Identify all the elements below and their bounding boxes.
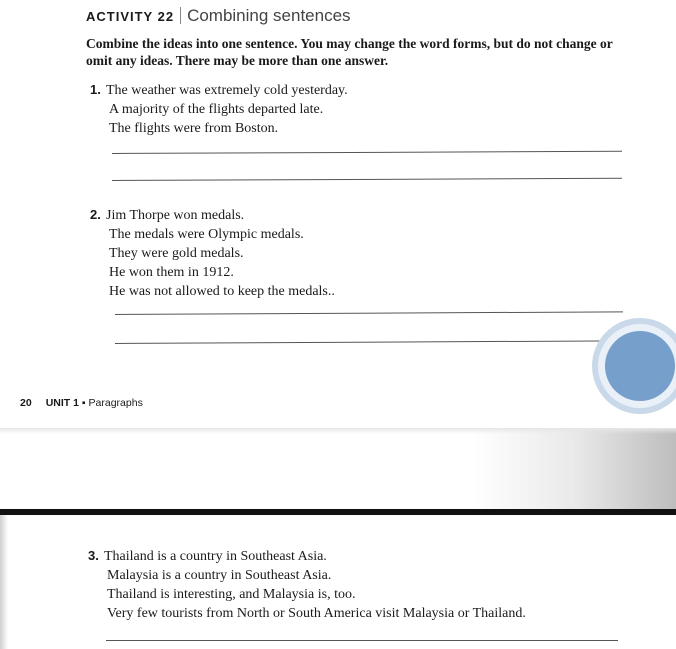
sentence: Jim Thorpe won medals. — [106, 208, 245, 223]
item-number: 1. — [90, 82, 101, 97]
footer-separator: ▪ — [81, 397, 86, 409]
item-number: 2. — [90, 207, 101, 222]
page-footer — [20, 397, 143, 409]
sentence: He won them in 1912. — [109, 265, 234, 280]
sentence: The flights were from Boston. — [109, 121, 279, 136]
page-gap-shadow — [0, 428, 676, 434]
page-gap — [0, 428, 676, 510]
item-sentences — [106, 81, 629, 138]
item-sentences — [104, 547, 627, 623]
sentence: The medals were Olympic medals. — [109, 227, 304, 242]
header-separator — [180, 7, 181, 24]
page-edge-shadow — [0, 515, 8, 649]
sentence: A majority of the flights departed late. — [109, 102, 324, 117]
sentence: Thailand is interesting, and Malaysia is, too. — [107, 587, 356, 602]
sentence: The weather was extremely cold yesterday. — [106, 83, 348, 98]
decorative-circle-icon — [605, 331, 675, 401]
sentence: They were gold medals. — [109, 246, 244, 261]
item-number: 3. — [88, 548, 99, 563]
sentence: Malaysia is a country in Southeast Asia. — [107, 568, 332, 583]
activity-title: Combining sentences — [187, 6, 351, 25]
activity-label: ACTIVITY 22 — [86, 9, 175, 24]
activity-header — [86, 6, 351, 26]
unit-label: UNIT 1 — [45, 397, 79, 409]
sentence: Very few tourists from North or South America visit Malaysia or Thailand. — [107, 606, 526, 621]
item-sentences — [106, 206, 629, 301]
sentence: Thailand is a country in Southeast Asia. — [104, 549, 327, 564]
page-number: 20 — [20, 397, 32, 409]
instructions: Combine the ideas into one sentence. You may change the word forms, but do not change or omit any ideas. There may be more than one answer. — [86, 36, 613, 68]
sentence: He was not allowed to keep the medals.. — [109, 284, 335, 299]
section-name: Paragraphs — [88, 397, 143, 409]
answer-line[interactable] — [106, 640, 618, 641]
